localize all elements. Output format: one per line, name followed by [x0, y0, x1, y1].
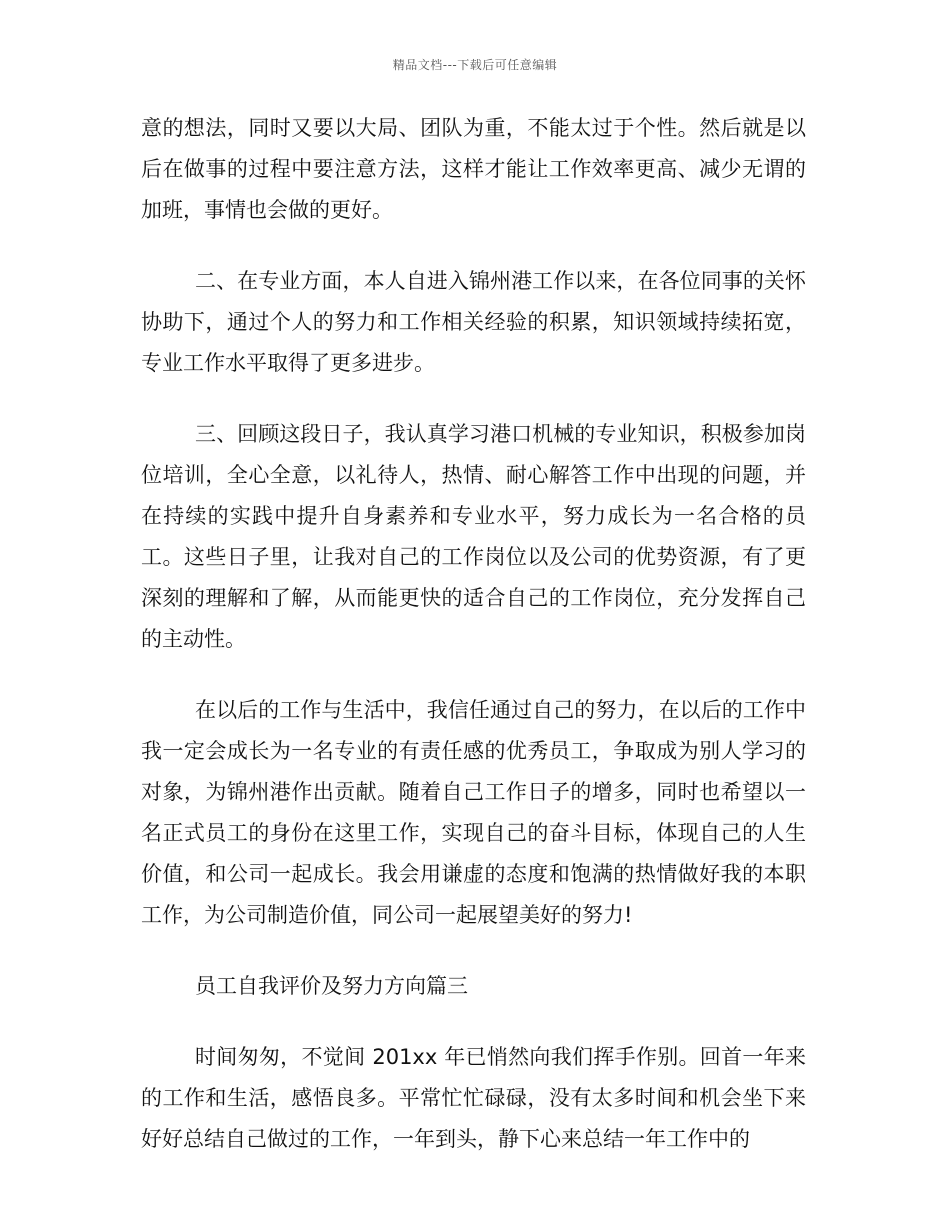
paragraph-year-summary: 时间匆匆，不觉间 201xx 年已悄然向我们挥手作别。回首一年来的工作和生活，感悟良多。平常忙忙碌碌，没有太多时间和机会坐下来好好总结自己做过的工作，一年到头，静下心来总结一年工作中的: [141, 1045, 806, 1151]
paragraph-professional: 二、在专业方面，本人自进入锦州港工作以来，在各位同事的关怀协助下，通过个人的努力和工作相关经验的积累，知识领域持续拓宽，专业工作水平取得了更多进步。: [141, 269, 806, 375]
paragraph-continuation: 意的想法，同时又要以大局、团队为重，不能太过于个性。然后就是以后在做事的过程中要注意方法，这样才能让工作效率更高、减少无谓的加班，事情也会做的更好。: [141, 116, 806, 222]
paragraph-review: 三、回顾这段日子，我认真学习港口机械的专业知识，积极参加岗位培训，全心全意，以礼待人，热情、耐心解答工作中出现的问题，并在持续的实践中提升自身素养和专业水平，努力成长为一名合格的员工。这些日子里，让我对自己的工作岗位以及公司的优势资源，有了更深刻的理解和了解，从而能更快的适合自己的工作岗位，充分发挥自己的主动性。: [141, 422, 806, 651]
document-body: [141, 108, 806, 1190]
page-header: 精品文档---下载后可任意编辑: [392, 58, 558, 72]
paragraph-future: 在以后的工作与生活中，我信任通过自己的努力，在以后的工作中我一定会成长为一名专业的有责任感的优秀员工，争取成为别人学习的对象，为锦州港作出贡献。随着自己工作日子的增多，同时也希望以一名正式员工的身份在这里工作，实现自己的奋斗目标，体现自己的人生价值，和公司一起成长。我会用谦虚的态度和饱满的热情做好我的本职工作，为公司制造价值，同公司一起展望美好的努力!: [141, 698, 806, 927]
section-heading: 员工自我评价及努力方向篇三: [195, 974, 468, 998]
